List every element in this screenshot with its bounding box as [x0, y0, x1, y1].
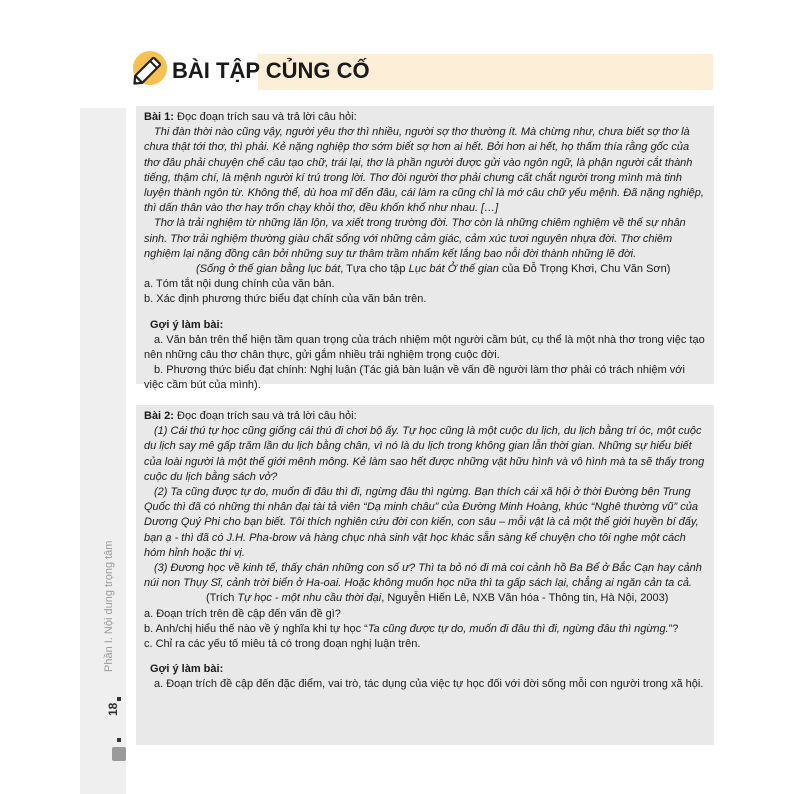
divider-dash — [117, 697, 121, 701]
passage-paragraph: Thi đàn thời nào cũng vậy, người yêu thơ thì nhiều, người sợ thơ thường ít. Mà chừng như, chưa biết sợ thơ là chưa thật tới thơ, thì phải. Kẻ nặng nghiệp thơ sớm biết sợ hơn ai hết. Bởi hơn ai hết, họ thấm thía rằng gốc của thơ đâu phải chuyện chế câu tạo chữ, trái lại, thơ là phần người được gửi vào ngôn ngữ, là phận người cắt thành tiếng, thậm chí, là mệnh người kí trú trong lời. Thơ đòi người thơ phải chưng cất chắt người trong mình mà tinh luyện thành ngôn từ. Không thể, dù hoa mĩ đến đâu, cái làm ra cũng chỉ là mớ câu chữ yếu mệnh. Đã nặng nghiệp, thì dấn thân vào thơ hay trốn chạy khỏi thơ, đều khốn khổ như nhau. […] — [144, 126, 704, 215]
question-a: a. Tóm tắt nội dung chính của văn bản. — [144, 278, 335, 291]
section-label: Phần I. Nội dung trọng tâm — [103, 540, 115, 672]
pencil-icon — [128, 46, 172, 90]
passage-paragraph: (1) Cái thú tự học cũng giống cái thú đi chơi bộ ấy. Tự học cũng là một cuộc du lịch, du lịch bằng trí óc, một cuộc du lịch say mê gấp trăm lần du lịch bằng chân, vì nó là du lịch trong không gian lẫn thời gian. Những sự hiểu biết của loài người là một thế giới mênh mông. Kẻ làm sao hết được những vật hữu hình và vô hình mà ta sẽ thấy trong cuộc du lịch bằng sách vở? — [144, 425, 705, 483]
passage-paragraph: Thơ là trải nghiệm từ những lăn lộn, va xiết trong trường đời. Thơ còn là những chiêm nghiệm về thế sự nhân sinh. Thơ trải nghiệm thường giàu chất sống với những cảm giác, cảm xúc tươi nguyên nhựa đời. Thơ chiêm nghiệm lại nặng đồng cân bởi những suy tư thâm trầm nhẩm kết lắng bao nỗi đời thành những lẽ đời. — [144, 217, 686, 260]
exercise-1-heading: Bài 1: Đọc đoạn trích sau và trả lời câu hỏi: — [144, 111, 357, 123]
exercise-1-box — [136, 106, 714, 392]
question-b: b. Xác định phương thức biểu đạt chính của văn bản trên. — [144, 293, 427, 306]
answer-b: b. Phương thức biểu đạt chính: Nghị luận (Tác giả bàn luận về vấn đề người làm thơ phải có trách nhiệm với việc cầm bút của mình). — [144, 364, 685, 392]
passage-source: (Sống ở thế gian bằng lục bát, Tựa cho tập Lục bát Ở thế gian của Đỗ Trọng Khơi, Chu Văn Sơn) — [196, 263, 671, 276]
hint-title: Gợi ý làm bài: — [150, 663, 224, 676]
passage-source: (Trích Tự học - một nhu cầu thời đại, Nguyễn Hiến Lê, NXB Văn hóa - Thông tin, Hà Nội, 2003) — [206, 592, 669, 605]
question-c: c. Chỉ ra các yếu tố miêu tả có trong đoạn nghị luận trên. — [144, 638, 421, 651]
question-a: a. Đoạn trích trên đề cập đến vấn đề gì? — [144, 607, 341, 620]
exercise-2-box — [136, 405, 714, 745]
answer-a: a. Đoạn trích đề cập đến đặc điểm, vai trò, tác dụng của việc tự học đối với đời sống mỗi con người trong xã hội. — [154, 678, 704, 691]
page-number: 18 — [106, 702, 120, 716]
question-b: b. Anh/chị hiểu thế nào về ý nghĩa khi tự học “Ta cũng được tự do, muốn đi đâu thì đi, ngừng đâu thì ngừng.”? — [144, 622, 679, 635]
hint-title: Gợi ý làm bài: — [150, 318, 224, 331]
passage-paragraph: (2) Ta cũng được tự do, muốn đi đâu thì đi, ngừng đâu thì ngừng. Bạn thích cái xã hội ở thời Đường bên Trung Quốc thì đã có những thi nhân đại tài tả viên “Dạ minh châu” của Đường Minh Hoàng, khúc “Nghê thường vũ” của Dương Quý Phi cho bạn biết. Tôi thích nghiên cứu đời con kiến, con sâu – mỗi vật là cả một thế giới huyền bí đấy, bạn ạ - thì đã có J.H. Pha-brow và hàng chục nhà sinh vật học khác sẵn sàng kể chuyện cho tôi nghe một cách hóm hỉnh hoặc thi vị. — [144, 486, 699, 559]
passage-paragraph: (3) Đương học về kinh tế, thấy chán những con số ư? Thì ta bỏ nó đi mà coi cảnh hồ Ba Bể ở Bắc Cạn hay cảnh núi non Thụy Sĩ, cảnh trời biển ở Ha-oai. Hoặc không muốn học nữa thì ta gấp sách lại, chẳng ai ngăn cản ta cả. — [144, 562, 702, 590]
divider-dash — [117, 738, 121, 742]
page-marker-square — [112, 747, 126, 761]
answer-a: a. Văn bản trên thể hiện tầm quan trọng của trách nhiệm một người cầm bút, cụ thể là một nhà thơ trong việc tạo nên những câu thơ chân thực, gửi gắm nhiều trải nghiệm trọng cuộc đời. — [144, 333, 705, 362]
page-sidebar — [80, 108, 126, 794]
page-title: BÀI TẬP CỦNG CỐ — [172, 58, 370, 83]
exercise-2-heading: Bài 2: Đọc đoạn trích sau và trả lời câu hỏi: — [144, 410, 357, 422]
